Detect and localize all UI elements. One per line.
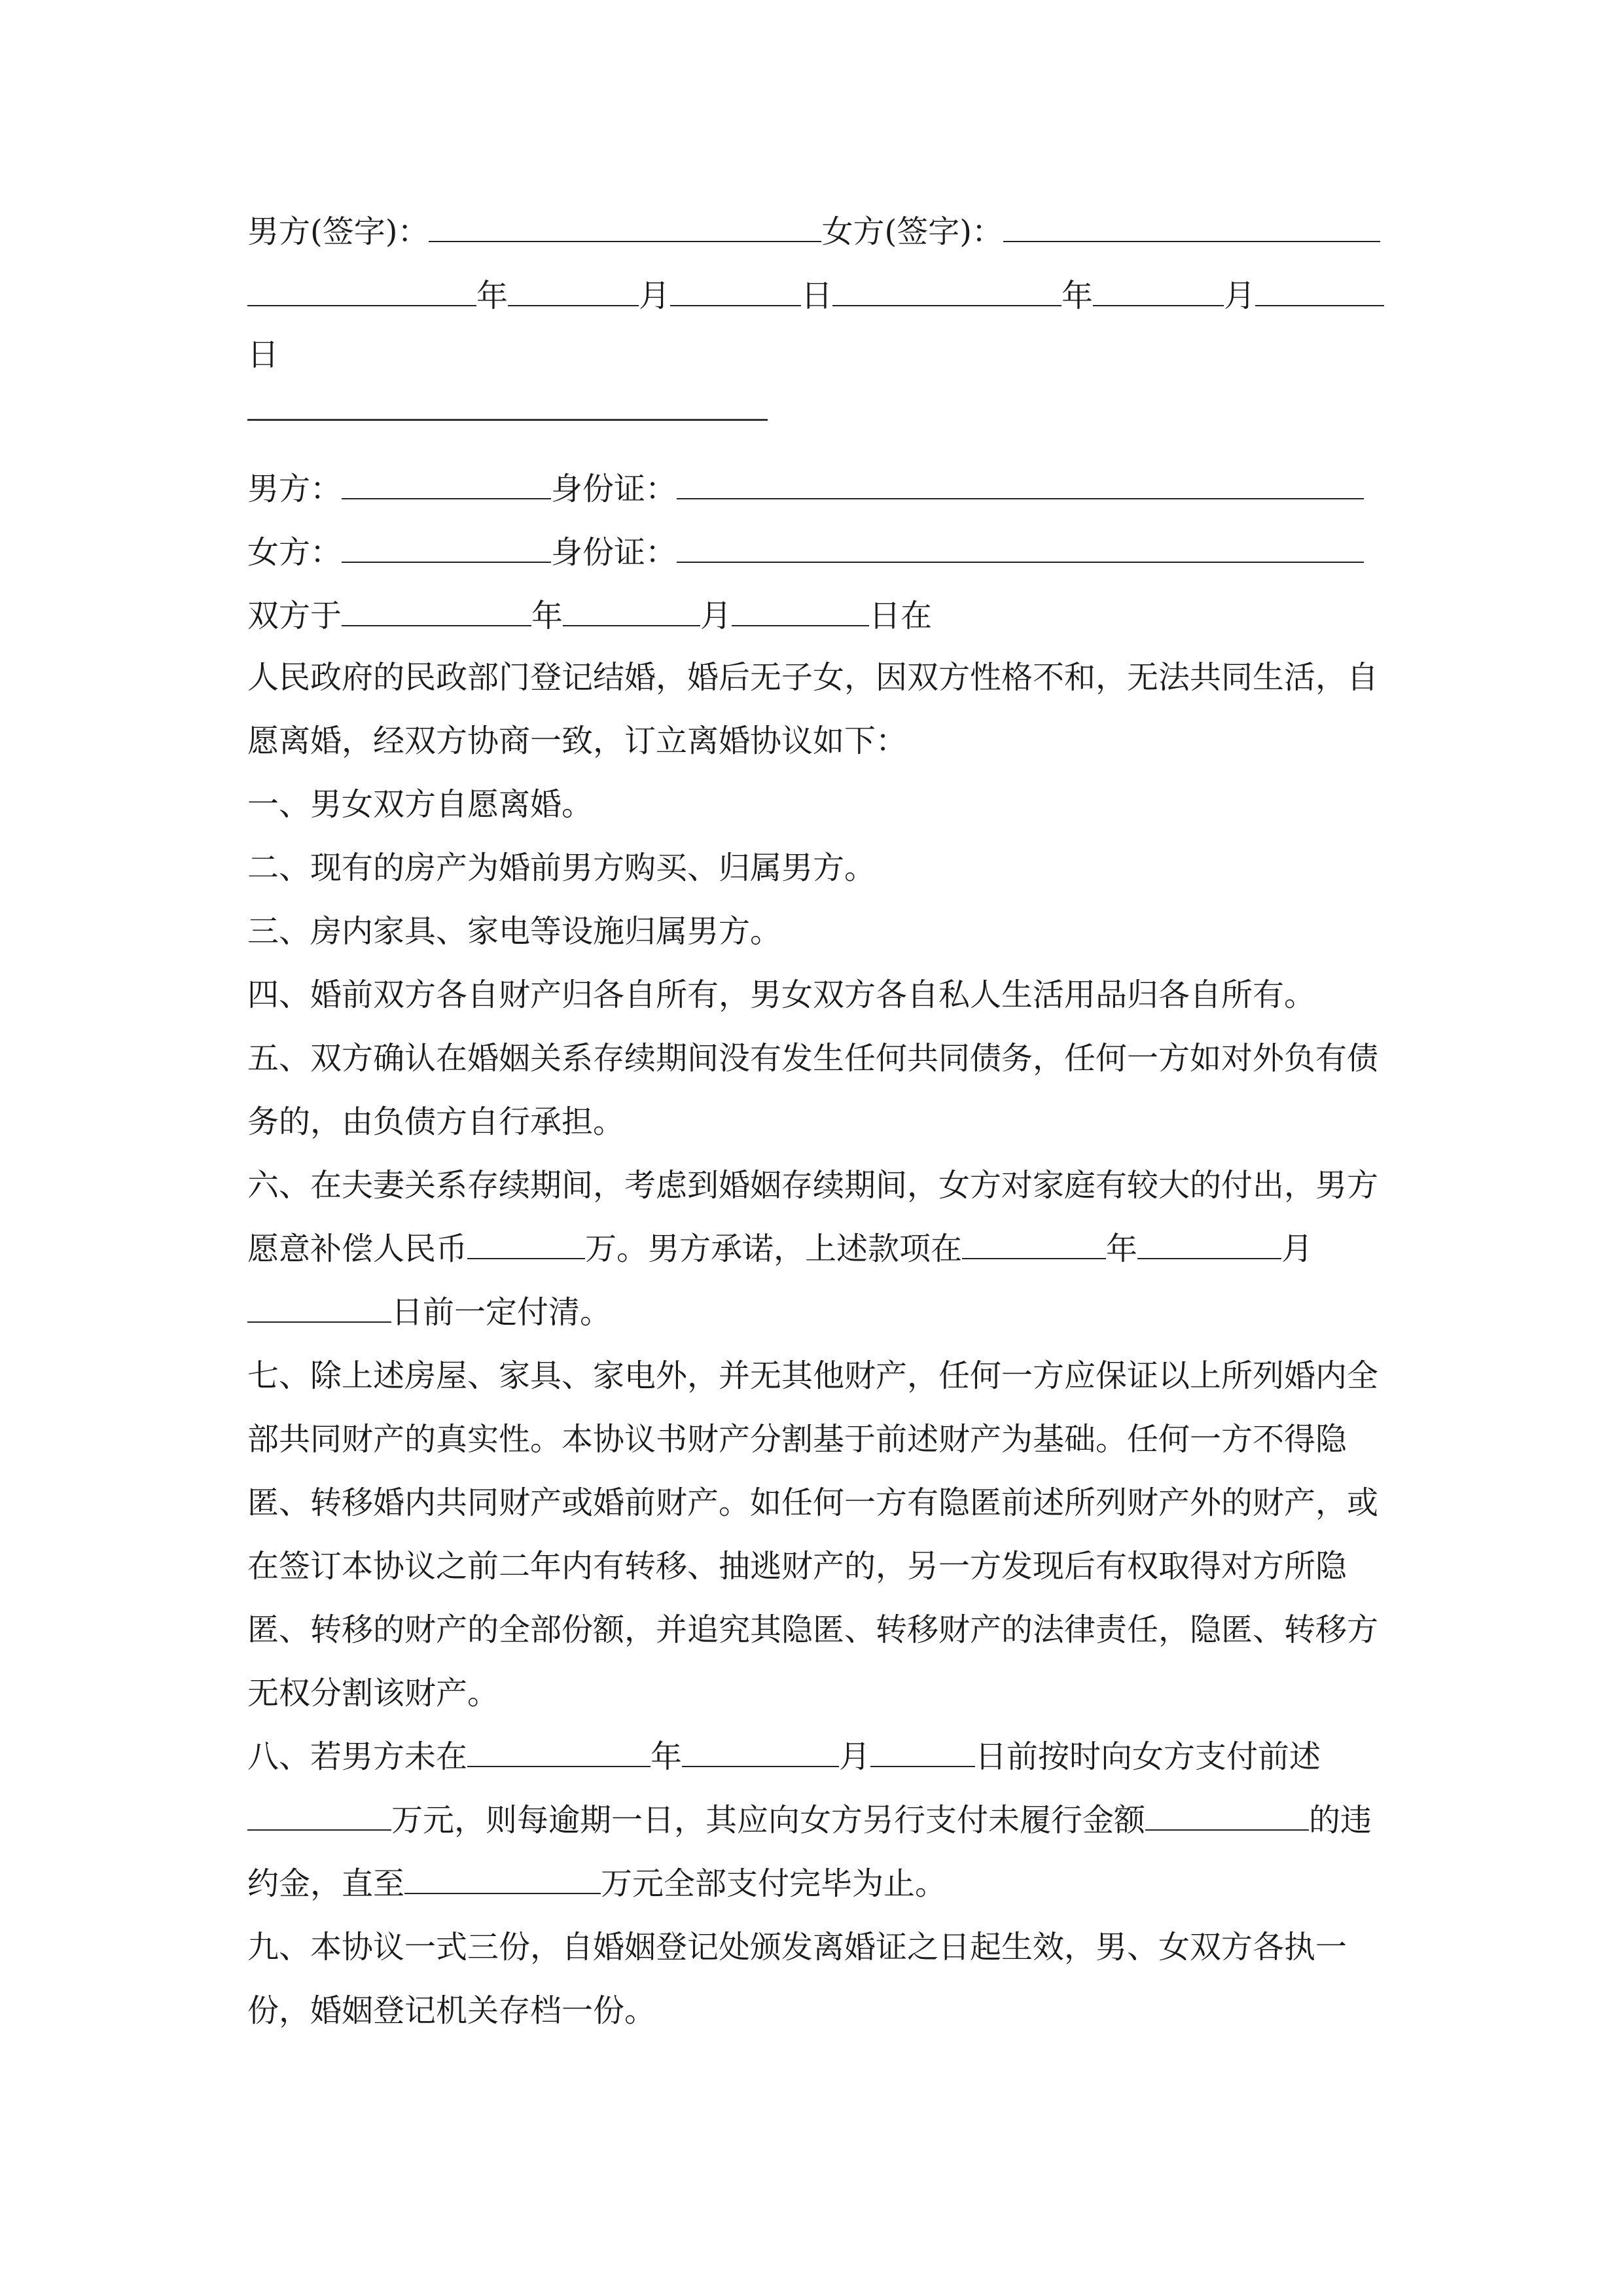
signature-date-row-cont <box>247 335 279 374</box>
year-label: 年 <box>651 1738 683 1775</box>
marriage-prefix: 双方于 <box>247 598 342 634</box>
payment-year-blank[interactable] <box>962 1224 1106 1259</box>
payment-month-blank[interactable] <box>1137 1224 1281 1259</box>
clause-5: 五、双方确认在婚姻关系存续期间没有发生任何共同债务，任何一方如对外负有债务的，由负债方自行承担。 <box>247 1040 1379 1140</box>
clause-7: 七、除上述房屋、家具、家电外，并无其他财产，任何一方应保证以上所列婚内全部共同财产的真实性。本协议书财产分割基于前述财产为基础。任何一方不得隐匿、转移婚内共同财产或婚前财产。如任何一方有隐匿前述所列财产外的财产，或在签订本协议之前二年内有转移、抽逃财产的，另一方发现后有权取得对方所隐匿、转移的财产的全部份额，并追究其隐匿、转移财产的法律责任，隐匿、转移方无权分割该财产。 <box>247 1357 1379 1712</box>
deadline-year-blank[interactable] <box>467 1732 651 1767</box>
month-label: 月 <box>639 278 671 314</box>
clause-8-text: 日前按时向女方支付前述 <box>975 1738 1321 1775</box>
male-day-blank[interactable] <box>670 271 801 306</box>
female-party-row <box>247 528 1364 571</box>
clause-6 <box>247 1154 1386 1344</box>
id-label: 身份证： <box>551 534 677 571</box>
year-label: 年 <box>1061 278 1094 314</box>
female-party-label: 女方： <box>247 534 342 571</box>
male-signature-blank[interactable] <box>429 207 821 242</box>
clause-4: 四、婚前双方各自财产归各自所有，男女双方各自私人生活用品归各自所有。 <box>247 977 1316 1013</box>
clause-6-text: 日前一定付清。 <box>391 1294 612 1331</box>
year-label: 年 <box>531 598 563 634</box>
marriage-day-blank[interactable] <box>732 591 869 626</box>
clause-8-text: 八、若男方未在 <box>247 1738 468 1775</box>
month-label: 月 <box>1281 1230 1313 1267</box>
day-label: 日 <box>247 336 279 373</box>
clause-8-text: 的违约金，直至 <box>247 1802 1372 1902</box>
female-signature-label: 女方(签字)： <box>821 213 1003 250</box>
clause-1: 一、男女双方自愿离婚。 <box>247 786 594 823</box>
year-label: 年 <box>1106 1230 1138 1267</box>
male-party-label: 男方： <box>247 471 342 507</box>
clause-8 <box>247 1725 1386 1916</box>
month-label: 月 <box>1224 278 1256 314</box>
compensation-amount-blank[interactable] <box>467 1224 585 1259</box>
clause-8-text: 万元全部支付完毕为止。 <box>601 1865 947 1902</box>
clause-8-text: 万元，则每逾期一日，其应向女方另行支付未履行金额 <box>391 1802 1146 1839</box>
signature-date-row <box>247 271 1384 314</box>
male-month-blank[interactable] <box>508 271 639 306</box>
female-signature-blank[interactable] <box>1003 207 1380 242</box>
id-label: 身份证： <box>551 471 677 507</box>
clause-6-text: 六、在夫妻关系存续期间，考虑到婚姻存续期间，女方对家庭有较大的付出，男方愿意补偿人民币 <box>247 1167 1379 1267</box>
month-label: 月 <box>700 598 732 634</box>
female-id-blank[interactable] <box>677 528 1364 563</box>
total-amount-blank[interactable] <box>404 1859 601 1894</box>
principal-amount-blank[interactable] <box>247 1795 391 1831</box>
penalty-rate-blank[interactable] <box>1145 1795 1309 1831</box>
signature-row <box>247 207 1380 250</box>
marriage-suffix: 日在 <box>869 598 933 634</box>
marriage-date-row <box>247 591 933 634</box>
intro-paragraph: 人民政府的民政部门登记结婚，婚后无子女，因双方性格不和，无法共同生活，自愿离婚，经双方协商一致，订立离婚协议如下： <box>247 659 1379 759</box>
month-label: 月 <box>839 1738 871 1775</box>
clause-3: 三、房内家具、家电等设施归属男方。 <box>247 913 782 950</box>
male-name-blank[interactable] <box>342 464 551 499</box>
male-year-blank[interactable] <box>247 271 476 306</box>
female-month-blank[interactable] <box>1093 271 1224 306</box>
marriage-month-blank[interactable] <box>563 591 700 626</box>
day-label: 日 <box>801 278 833 314</box>
male-party-row <box>247 464 1364 507</box>
section-divider <box>247 419 768 421</box>
payment-day-blank[interactable] <box>247 1287 391 1323</box>
marriage-year-blank[interactable] <box>342 591 531 626</box>
female-day-blank[interactable] <box>1255 271 1384 306</box>
female-name-blank[interactable] <box>342 528 551 563</box>
clause-2: 二、现有的房产为婚前男方购买、归属男方。 <box>247 850 876 886</box>
male-signature-label: 男方(签字)： <box>247 213 429 250</box>
male-id-blank[interactable] <box>677 464 1364 499</box>
deadline-day-blank[interactable] <box>870 1732 975 1767</box>
clause-6-text: 万。男方承诺，上述款项在 <box>585 1230 963 1267</box>
year-label: 年 <box>476 278 508 314</box>
female-year-blank[interactable] <box>832 271 1061 306</box>
deadline-month-blank[interactable] <box>682 1732 839 1767</box>
clause-9: 九、本协议一式三份，自婚姻登记处颁发离婚证之日起生效，男、女双方各执一份，婚姻登记机关存档一份。 <box>247 1929 1347 2029</box>
